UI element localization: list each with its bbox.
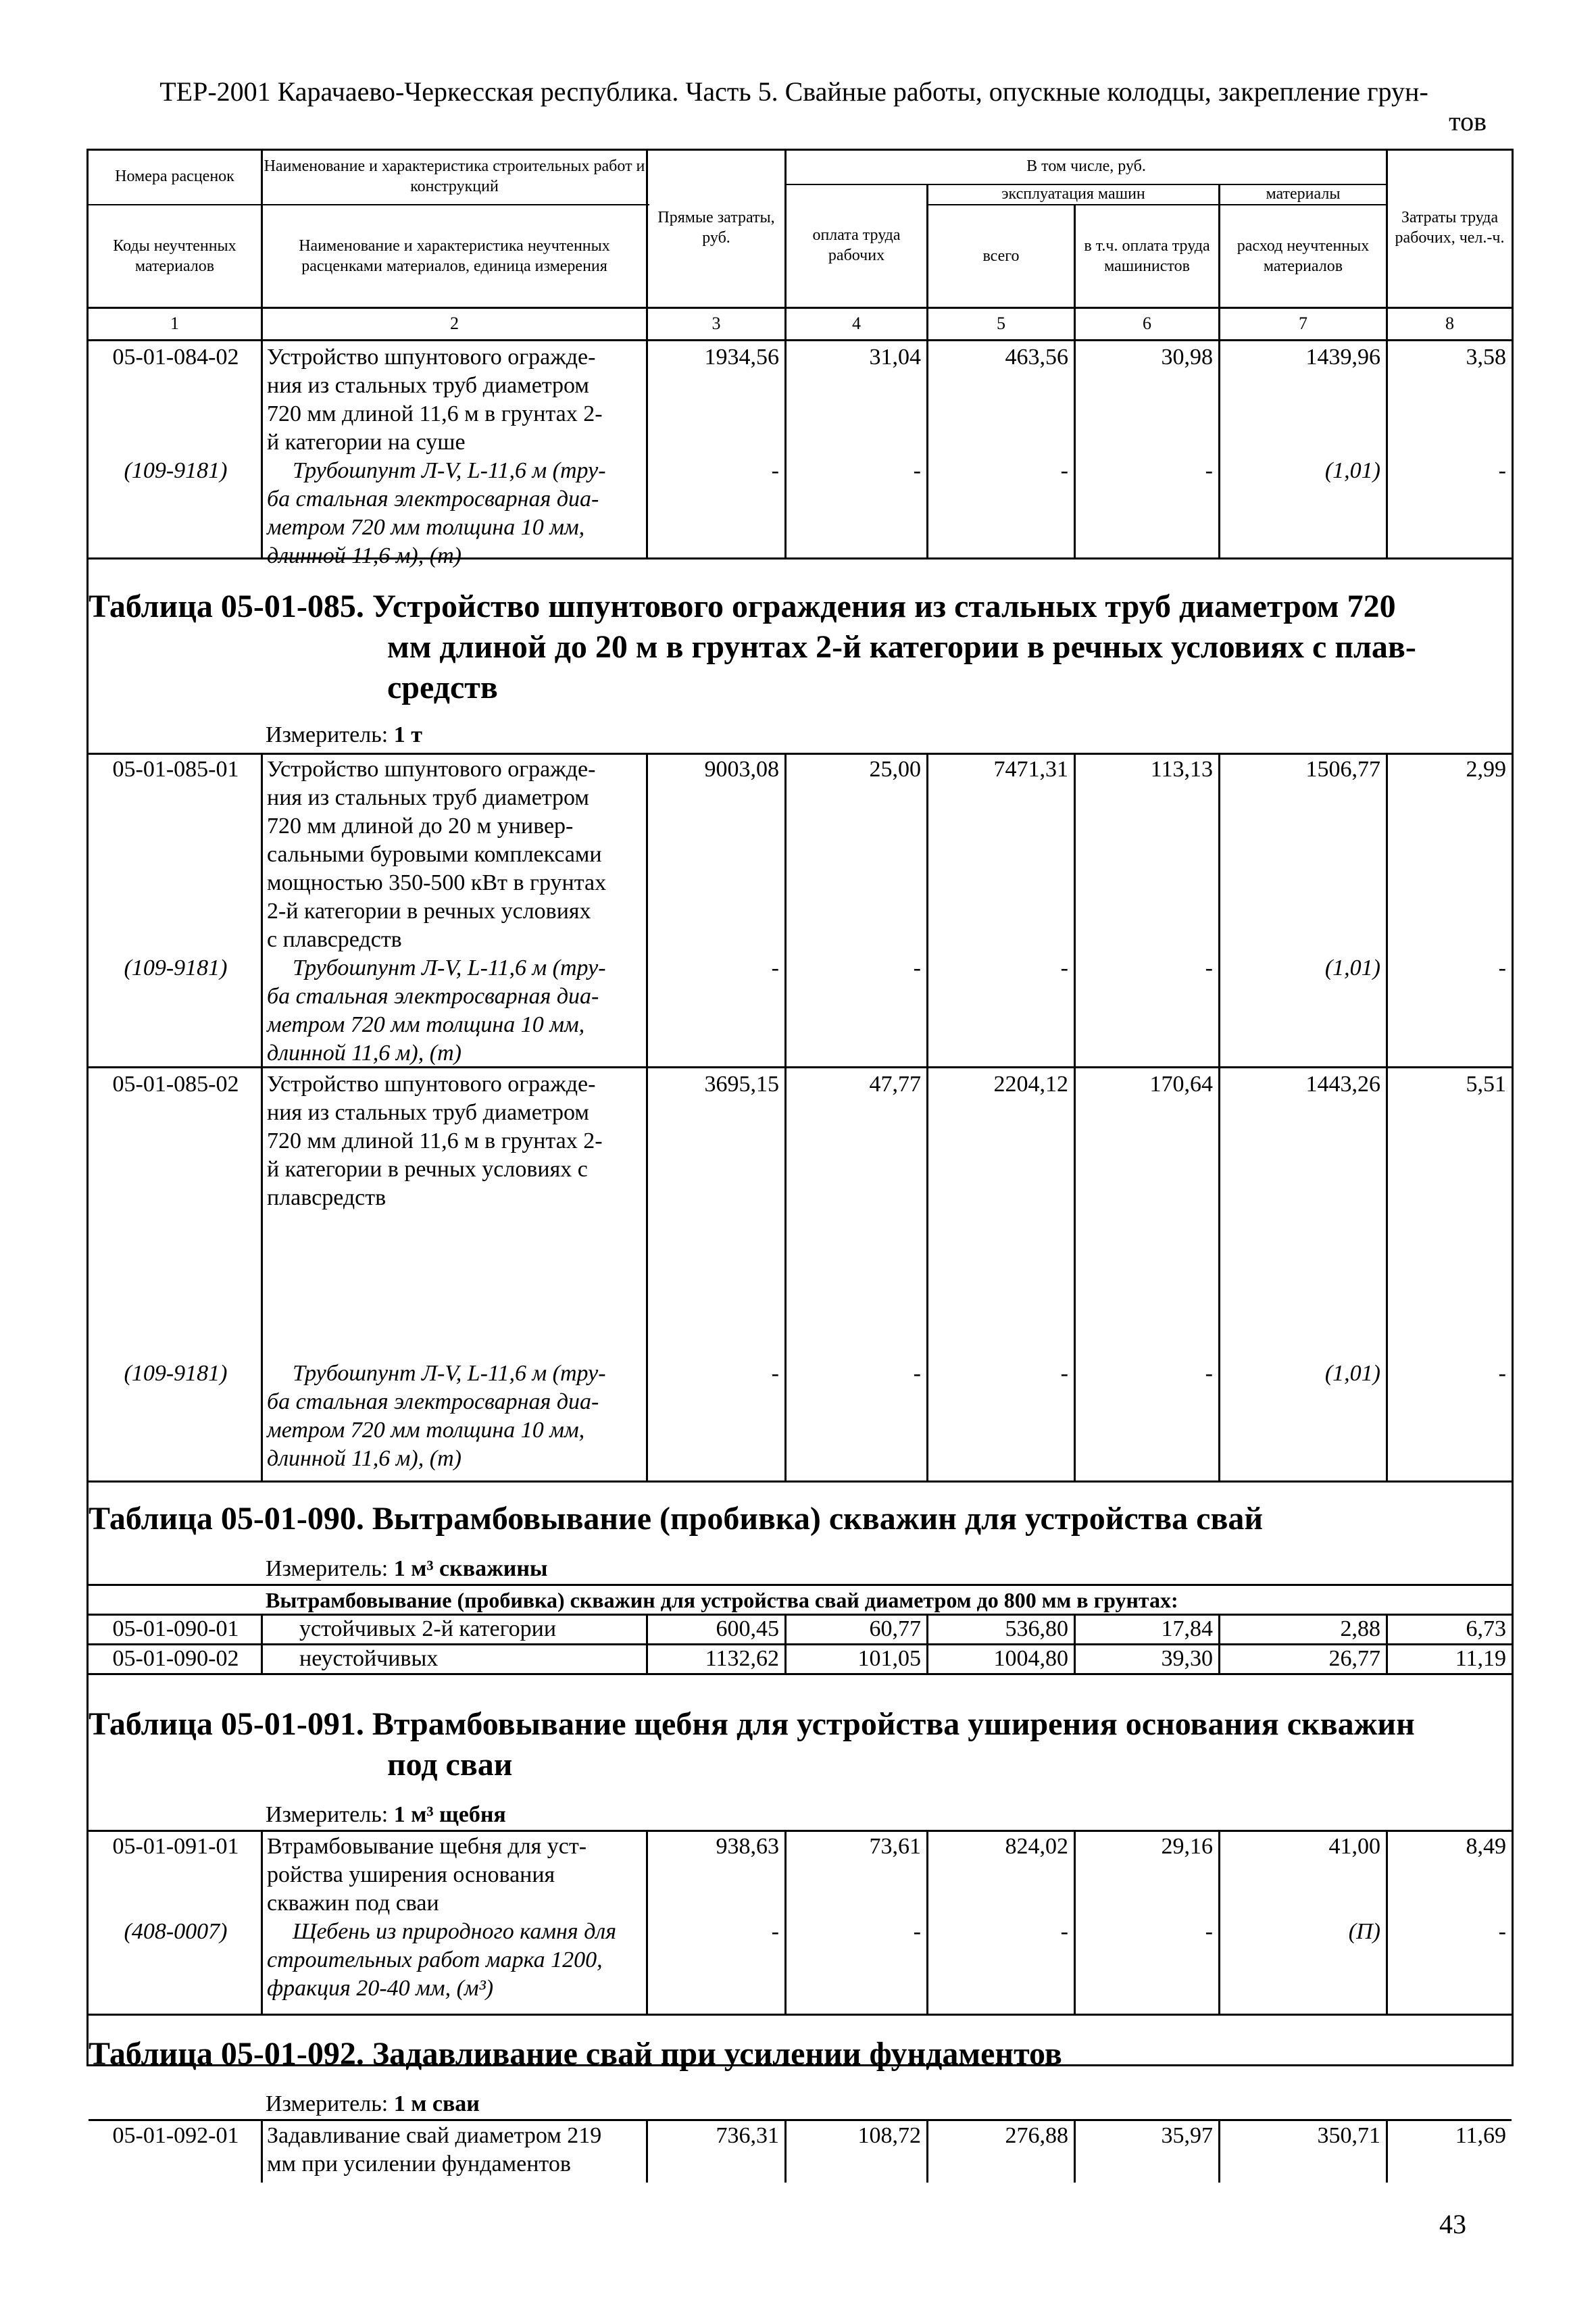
table-number: Таблица 05-01-091. [89,1706,364,1742]
table-number: Таблица 05-01-085. [89,589,364,624]
machinist-pay-value: 29,16 [1161,1834,1213,1859]
machinist-pay-value: 17,84 [1161,1616,1213,1641]
labor-pay-value: 47,77 [869,1072,921,1097]
header-including: В том числе, руб. [1026,157,1146,175]
labor-cost-value: - [1498,955,1506,980]
header-machine-op: эксплуатация машин [1001,185,1145,203]
table-090-title: Таблица 05-01-090. Вытрамбовывание (пробивка) скважин для устройства свай [89,1501,1264,1537]
group-heading: Вытрамбовывание (пробивка) скважин для устройства свай диаметром до 800 мм в грунтах: [266,1588,1178,1612]
material-code: (109-9181) [124,955,228,980]
rate-description: Втрамбовывание щебня для уст- ройства уширения основания скважин под сваи [267,1834,587,1916]
rate-code: 05-01-084-02 [112,345,239,370]
header-name-top: Наименование и характеристика строительных работ и конструкций [264,157,645,195]
materials-consumption-value: (П) [1348,1919,1380,1944]
labor-pay-value: 60,77 [869,1616,921,1641]
labor-pay-value: - [913,1919,921,1944]
price-table-sheet [86,149,1514,2176]
header-labor-pay: оплата труда рабочих [812,226,901,264]
header-labor-cost: Затраты труда рабочих, чел.-ч. [1395,209,1505,247]
machinist-pay-value: 113,13 [1150,757,1213,782]
material-description: Щебень из природного камня для строительных работ марка 1200, фракция 20-40 мм, (м³) [267,1919,617,2001]
machinist-pay-value: - [1205,458,1213,483]
machinist-pay-value: 30,98 [1161,345,1213,370]
column-number: 1 [170,314,179,333]
machine-total-value: - [1060,458,1068,483]
table-085-title: Таблица 05-01-085. Устройство шпунтового ограждения из стальных труб диаметром 720 мм длиной до 20 м в грунтах 2-й категории в речных условиях с плав- средств [89,589,1416,705]
materials-consumption-value: (1,01) [1324,1361,1380,1386]
labor-cost-value: 11,19 [1455,1646,1506,1671]
materials-value: 26,77 [1328,1646,1380,1671]
machine-total-value: 7471,31 [993,757,1068,782]
labor-cost-value: 2,99 [1466,757,1506,782]
material-description: Трубошпунт Л-V, L-11,6 м (тру- ба стальная электросварная диа- метром 720 мм толщина 10 мм, длинной 11,6 м), (т) [267,1361,606,1471]
measure-unit: Измеритель: 1 м³ скважины [266,1556,548,1581]
rate-description: устойчивых 2-й категории [299,1616,557,1641]
column-number: 7 [1299,314,1307,333]
material-code: (109-9181) [124,458,228,483]
header-direct-costs: Прямые затраты, руб. [657,209,775,247]
header-machine-total: всего [982,247,1020,265]
rate-description: неустойчивых [299,1646,439,1671]
materials-consumption-value: (1,01) [1324,955,1380,980]
direct-costs-value: 1934,56 [704,345,779,370]
direct-costs-value: 736,31 [716,2123,779,2148]
labor-pay-value: 101,05 [857,1646,921,1671]
labor-cost-value: - [1498,1361,1506,1386]
table-number: Таблица 05-01-092. [89,2036,364,2072]
rate-code: 05-01-092-01 [112,2123,239,2148]
measure-unit: Измеритель: 1 м³ щебня [266,1802,506,1827]
rate-code: 05-01-085-01 [112,757,239,782]
labor-pay-value: - [913,1361,921,1386]
machinist-pay-value: 39,30 [1161,1646,1213,1671]
direct-costs-value: 9003,08 [704,757,779,782]
header-name-bottom: Наименование и характеристика неучтенных расценками материалов, единица измерения [299,237,610,275]
column-number: 2 [450,314,459,333]
labor-cost-value: - [1498,1919,1506,1944]
direct-costs-value: - [771,458,779,483]
table-091-title: Таблица 05-01-091. Втрамбовывание щебня для устройства уширения основания скважин под сваи [89,1706,1415,1783]
header-line1: ТЕР-2001 Карачаево-Черкесская республика. Часть 5. Свайные работы, опускные колодцы, закрепление грун- [159,76,1428,107]
machine-total-value: - [1060,955,1068,980]
table-number: Таблица 05-01-090. [89,1501,364,1537]
material-description: Трубошпунт Л-V, L-11,6 м (тру- ба стальная электросварная диа- метром 720 мм толщина 10 мм, длинной 11,6 м), (т) [267,458,606,568]
direct-costs-value: 938,63 [716,1834,779,1859]
rate-description: Устройство шпунтового огражде- ния из стальных труб диаметром 720 мм длиной до 20 м универ- сальными буровыми комплексами мощностью 350-500 кВт в грунтах 2-й категории в речных условиях с плавсредств [267,757,607,952]
machine-total-value: 2204,12 [993,1072,1068,1097]
labor-pay-value: 108,72 [857,2123,921,2148]
direct-costs-value: 600,45 [716,1616,779,1641]
labor-cost-value: 5,51 [1466,1072,1506,1097]
header-machinist-pay: в т.ч. оплата труда машинистов [1084,237,1210,275]
machinist-pay-value: - [1205,1361,1213,1386]
machine-total-value: 276,88 [1005,2123,1068,2148]
direct-costs-value: - [771,955,779,980]
direct-costs-value: - [771,1919,779,1944]
material-code: (109-9181) [124,1361,228,1386]
labor-pay-value: - [913,458,921,483]
machinist-pay-value: 170,64 [1149,1072,1213,1097]
rate-code: 05-01-091-01 [112,1834,239,1859]
labor-pay-value: 25,00 [869,757,921,782]
column-number: 8 [1445,314,1454,333]
labor-pay-value: - [913,955,921,980]
page-number: 43 [1439,2209,1466,2239]
direct-costs-value: 1132,62 [705,1646,779,1671]
materials-value: 2,88 [1340,1616,1380,1641]
machine-total-value: - [1060,1361,1068,1386]
materials-value: 41,00 [1328,1834,1380,1859]
labor-cost-value: 8,49 [1466,1834,1506,1859]
labor-pay-value: 73,61 [869,1834,921,1859]
materials-value: 1439,96 [1305,345,1380,370]
labor-cost-value: 3,58 [1466,345,1506,370]
material-description: Трубошпунт Л-V, L-11,6 м (тру- ба стальная электросварная диа- метром 720 мм толщина 10 мм, длинной 11,6 м), (т) [267,955,606,1066]
direct-costs-value: 3695,15 [704,1072,779,1097]
rate-description: Задавливание свай диаметром 219 мм при усилении фундаментов [267,2123,602,2176]
machine-total-value: 463,56 [1005,345,1068,370]
labor-cost-value: - [1498,458,1506,483]
measure-unit: Измеритель: 1 т [266,722,422,747]
rate-description: Устройство шпунтового огражде- ния из стальных труб диаметром 720 мм длиной 11,6 м в грунтах 2- й категории на суше [267,345,603,455]
header-materials: материалы [1266,185,1341,203]
page-header [101,76,1487,138]
column-number: 3 [712,314,721,333]
machinist-pay-value: - [1205,955,1213,980]
machinist-pay-value: - [1205,1919,1213,1944]
labor-cost-value: 6,73 [1466,1616,1506,1641]
column-number: 5 [997,314,1005,333]
header-codes-materials: Коды неучтенных материалов [113,237,236,275]
rate-code: 05-01-090-01 [112,1616,239,1641]
materials-consumption-value: (1,01) [1324,458,1380,483]
labor-cost-value: 11,69 [1455,2123,1506,2148]
material-code: (408-0007) [124,1919,228,1944]
labor-pay-value: 31,04 [869,345,921,370]
column-number: 4 [852,314,861,333]
header-materials-consumption: расход неучтенных материалов [1237,237,1370,275]
rate-description: Устройство шпунтового огражде- ния из стальных труб диаметром 720 мм длиной 11,6 м в грунтах 2- й категории в речных условиях с плавсредств [267,1072,603,1210]
machine-total-value: - [1060,1919,1068,1944]
rate-code: 05-01-090-02 [112,1646,239,1671]
measure-unit: Измеритель: 1 м сваи [266,2091,480,2116]
machine-total-value: 536,80 [1005,1616,1068,1641]
header-line2: тов [1449,106,1487,136]
materials-value: 350,71 [1317,2123,1380,2148]
materials-value: 1443,26 [1305,1072,1380,1097]
machinist-pay-value: 35,97 [1161,2123,1213,2148]
direct-costs-value: - [771,1361,779,1386]
column-number: 6 [1143,314,1151,333]
rate-code: 05-01-085-02 [112,1072,239,1097]
header-numbers-rates: Номера расценок [115,168,234,185]
materials-value: 1506,77 [1305,757,1380,782]
machine-total-value: 824,02 [1005,1834,1068,1859]
machine-total-value: 1004,80 [993,1646,1068,1671]
table-092-title: Таблица 05-01-092. Задавливание свай при усилении фундаментов [89,2036,1062,2072]
